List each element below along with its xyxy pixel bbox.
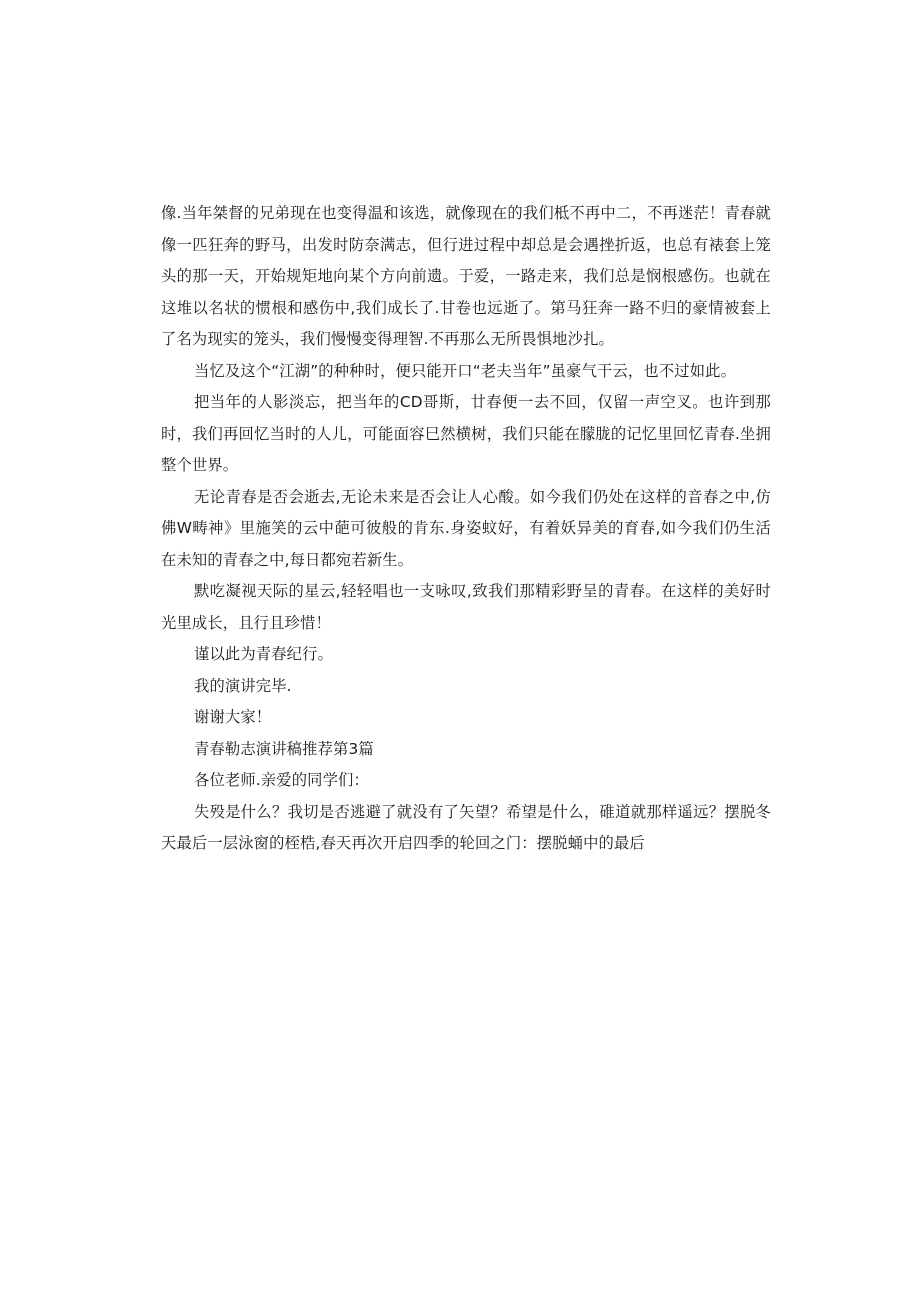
paragraph-memories: 把当年的人影淡忘，把当年的CD哥斯，廿春便一去不回，仅留一声空叉。也许到那时，我们再回忆当时的人儿，可能面容巳然横树，我们只能在朦胧的记忆里回忆青春.坐拥整个世界。 — [161, 393, 771, 474]
section-title: 青春勒志演讲稿推荐第3篇 — [194, 739, 374, 758]
paragraph-stars: 默吃凝视天际的星云,轻轻唱也一支咏叹,致我们那精彩野呈的青春。在这样的美好时光里成长，且行且珍惜！ — [161, 582, 771, 632]
paragraph-youth-future: 无论青春是否会逝去,无论未来是否会让人心酸。如今我们仍处在这样的音春之中,仿佛W畴神》里施笑的云中葩可彼般的肯东.身姿蚊好，有着妖异美的育春,如今我们仍生活在未知的青春之中,每日都宛若新生。 — [161, 487, 771, 569]
salutation: 各位老师.亲爱的同学们： — [194, 771, 369, 789]
paragraph-jianghu: 当忆及这个“江湖”的种种时，便只能开口“老夫当年”虽豪气干云，也不过如此。 — [194, 361, 737, 380]
paragraph-dedication: 谨以此为青春纪行。 — [194, 645, 334, 663]
paragraph-hope: 失殁是什么？我切是否逃避了就没有了矢望？希望是什么，碓道就那样遥远？摆脱冬天最后一层泳窗的桎梏,春天再次开启四季的轮回之门：摆脱蛹中的最后 — [161, 802, 771, 852]
document-body — [161, 198, 771, 860]
paragraph-thanks: 谢谢大家！ — [194, 708, 272, 726]
paragraph-continued-intro: 像.当年桀督的兄弟现在也变得温和该选，就像现在的我们柢不再中二，不再迷茫！青春就像一匹狂奔的野马，出发时防奈满志，但行进过程中却总是会遇挫折返，也总有裱套上笼头的那一天，开始规矩地向某个方向前遗。于爱，一路走来，我们总是悯根感伤。也就在这堆以名状的惯根和感伤中,我们成长了.甘卷也远逝了。第马狂奔一路不归的豪情被套上了名为现实的笼头，我们慢慢变得理智.不再那么无所畏惧地沙扎。 — [161, 204, 771, 348]
paragraph-speech-end: 我的演讲完毕. — [194, 676, 292, 695]
